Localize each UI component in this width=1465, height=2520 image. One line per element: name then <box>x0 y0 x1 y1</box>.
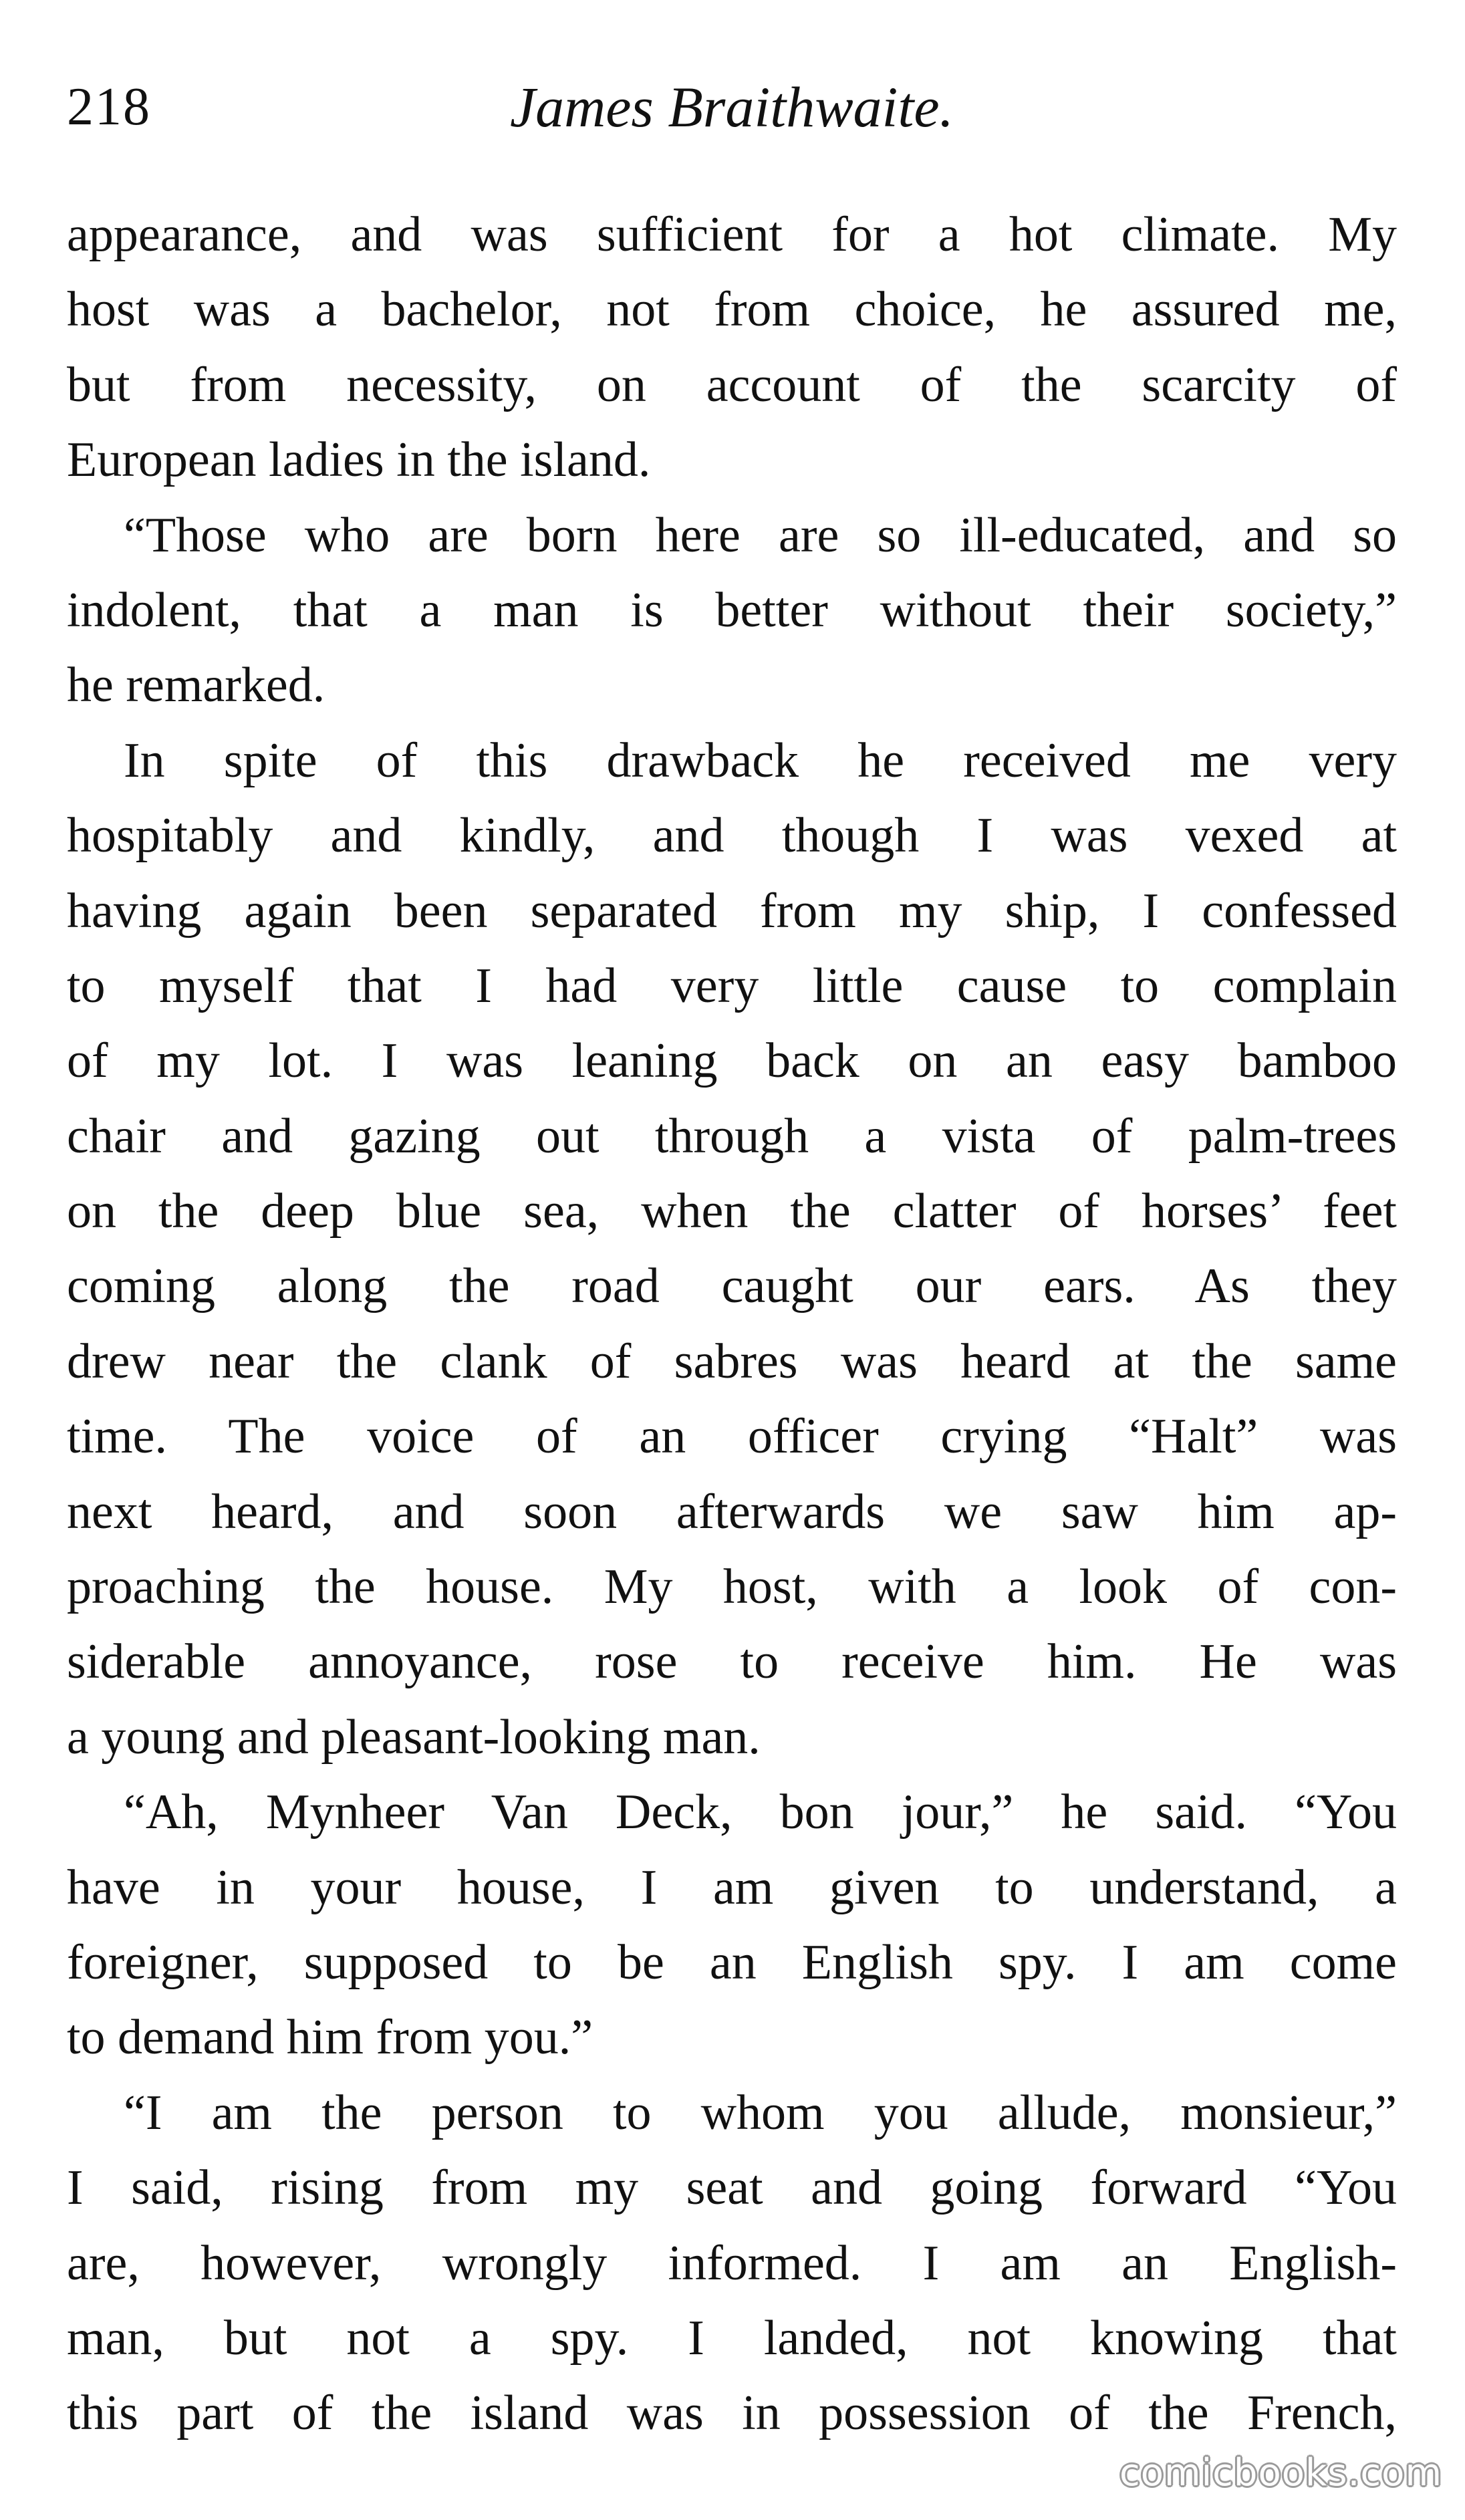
text-line: next heard, and soon afterwards we saw him ap- <box>67 1484 1397 1539</box>
text-line: proaching the house. My host, with a look of con- <box>67 1559 1397 1615</box>
text-line: “I am the person to whom you allude, monsieur,” <box>124 2085 1397 2140</box>
text-line: man, but not a spy. I landed, not knowing that <box>67 2310 1397 2366</box>
book-page <box>67 0 1397 2520</box>
text-line: “Those who are born here are so ill-educated, and so <box>124 507 1397 563</box>
text-line: he remarked. <box>67 658 325 713</box>
text-line: coming along the road caught our ears. As they <box>67 1259 1397 1314</box>
text-line: In spite of this drawback he received me very <box>124 733 1397 788</box>
text-line: siderable annoyance, rose to receive him. He was <box>67 1634 1397 1690</box>
text-line: having again been separated from my ship, I confessed <box>67 883 1397 938</box>
text-line: to demand him from you.” <box>67 2010 593 2065</box>
body-text <box>67 197 1397 2451</box>
text-line: a young and pleasant-looking man. <box>67 1709 761 1765</box>
text-line: indolent, that a man is better without their society,” <box>67 582 1397 638</box>
text-line: appearance, and was sufficient for a hot climate. My <box>67 207 1397 262</box>
page-number: 218 <box>67 78 151 136</box>
text-line: hospitably and kindly, and though I was vexed at <box>67 808 1397 864</box>
text-line: are, however, wrongly informed. I am an English- <box>67 2235 1397 2291</box>
page-header <box>67 74 1397 147</box>
text-line: of my lot. I was leaning back on an easy bamboo <box>67 1033 1397 1089</box>
text-line: “Ah, Mynheer Van Deck, bon jour,” he said. “You <box>124 1785 1397 1840</box>
watermark: comicbooks.com <box>1119 2451 1442 2495</box>
text-line: have in your house, I am given to understand, a <box>67 1860 1397 1915</box>
text-line: European ladies in the island. <box>67 432 651 488</box>
text-line: time. The voice of an officer crying “Halt” was <box>67 1409 1397 1465</box>
text-line: drew near the clank of sabres was heard at the same <box>67 1334 1397 1389</box>
text-line: chair and gazing out through a vista of palm-trees <box>67 1108 1397 1164</box>
text-line: but from necessity, on account of the scarcity of <box>67 357 1397 412</box>
text-line: on the deep blue sea, when the clatter of horses’ feet <box>67 1184 1397 1239</box>
text-line: I said, rising from my seat and going forward “You <box>67 2160 1397 2216</box>
running-title: James Braithwaite. <box>509 75 954 139</box>
text-line: this part of the island was in possession of the French, <box>67 2386 1397 2441</box>
text-line: foreigner, supposed to be an English spy. I am come <box>67 1934 1397 1990</box>
text-line: host was a bachelor, not from choice, he assured me, <box>67 282 1397 338</box>
text-line: to myself that I had very little cause to complain <box>67 958 1397 1013</box>
